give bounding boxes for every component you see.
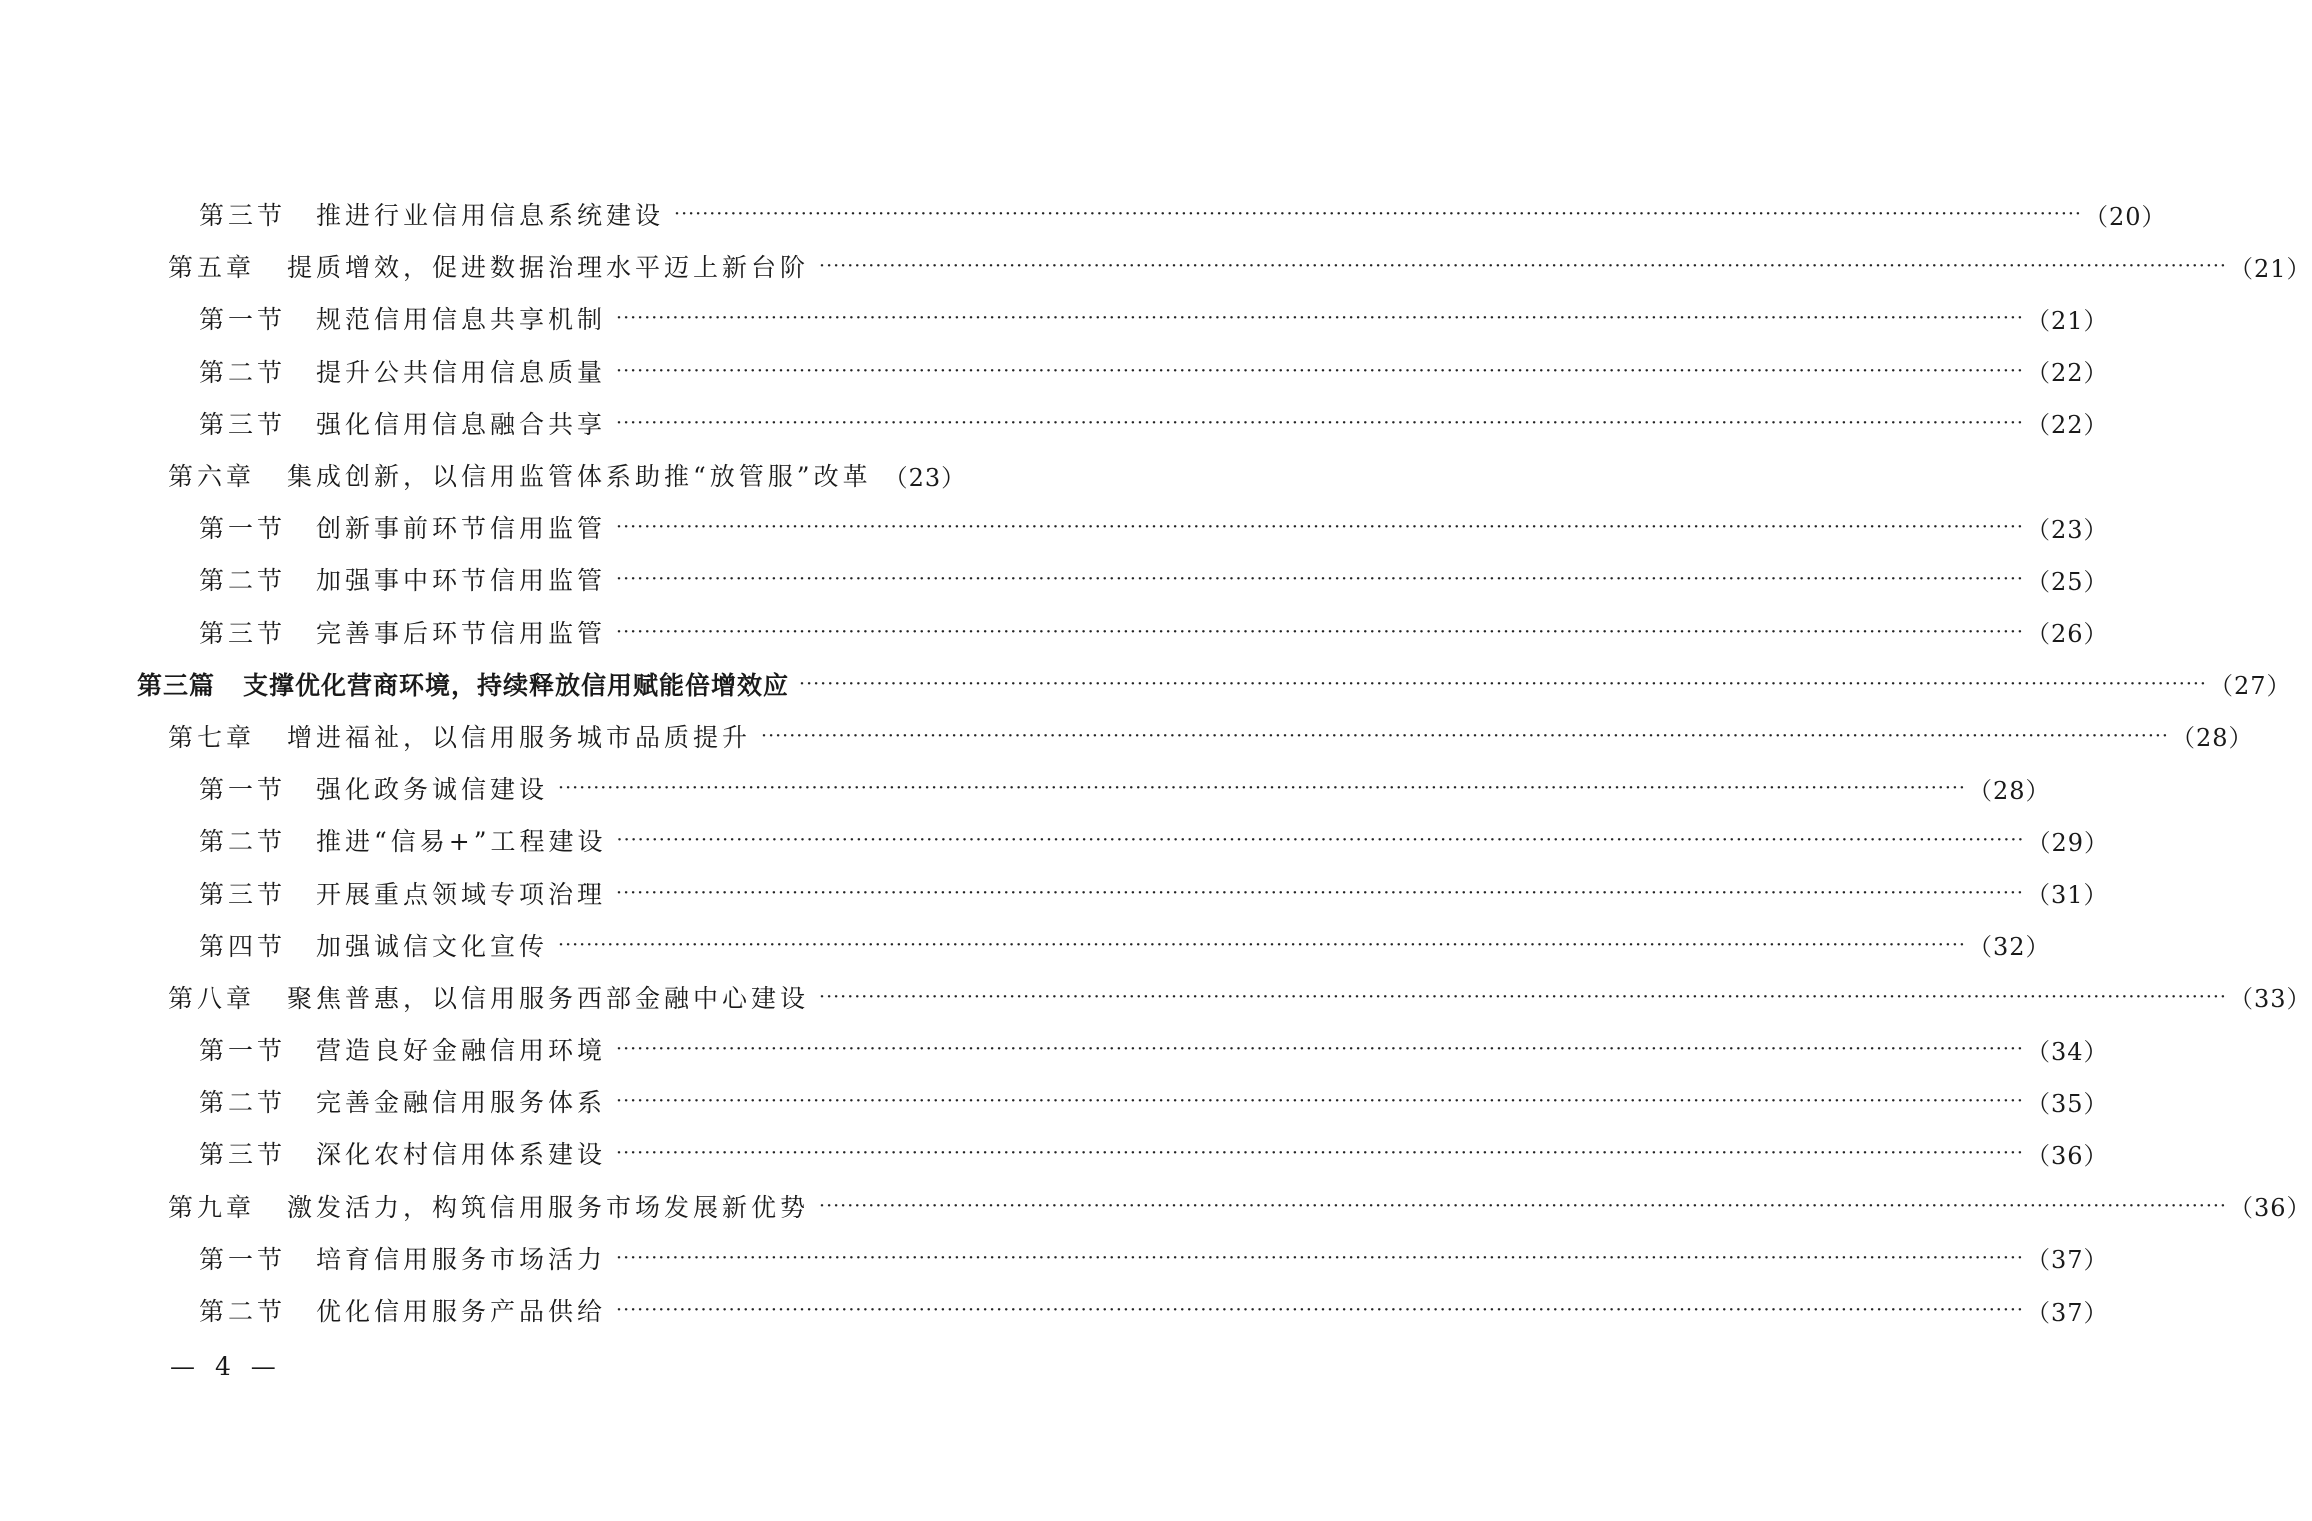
- toc-leader-dots: ········································································································································································································: [616, 568, 2024, 591]
- toc-entry-number: 第三节: [199, 201, 287, 231]
- toc-leader-dots: ········································································································································································································: [616, 411, 2024, 434]
- toc-entry-title: 培育信用服务市场活力: [316, 1244, 607, 1274]
- toc-entry-page: （34）: [2025, 1037, 2109, 1066]
- toc-leader-dots: ········································································································································································································: [558, 933, 1966, 956]
- toc-entry-number: 第一节: [199, 775, 287, 805]
- page-number: — 4 —: [170, 1352, 282, 1381]
- toc-leader-dots: ········································································································································································································: [558, 777, 1966, 800]
- toc-entry-number: 第二节: [199, 357, 287, 387]
- toc-entry-part: [0, 658, 2292, 710]
- toc-entry-title: 提升公共信用信息质量: [316, 357, 607, 387]
- toc-entry-title: 营造良好金融信用环境: [316, 1036, 607, 1066]
- toc-leader-dots: ········································································································································································································: [616, 1038, 2024, 1061]
- toc-entry-number: 第二节: [199, 1297, 287, 1327]
- toc-entry-number: 第四节: [199, 931, 287, 961]
- toc-entry-page: （32）: [1967, 933, 2051, 962]
- toc-leader-dots: ········································································································································································································: [819, 1194, 2227, 1217]
- toc-entry-chapter: [0, 710, 2254, 762]
- toc-entry-page: （29）: [2026, 828, 2109, 857]
- toc-entry-title: 加强诚信文化宣传: [316, 931, 549, 961]
- toc-entry-section: [0, 1232, 2109, 1284]
- toc-entry-title: 增进福祉，以信用服务城市品质提升: [287, 722, 752, 752]
- toc-entry-title: 激发活力，构筑信用服务市场发展新优势: [287, 1192, 810, 1222]
- toc-entry-section: [0, 397, 2109, 449]
- toc-entry-chapter: [0, 971, 2312, 1023]
- toc-entry-page: （36）: [2228, 1194, 2312, 1223]
- toc-leader-dots: ········································································································································································································: [616, 1299, 2024, 1322]
- toc-entry-page: （35）: [2025, 1089, 2109, 1118]
- toc-entry-page: （22）: [2025, 359, 2109, 388]
- toc-entry-page: （28）: [2170, 724, 2254, 753]
- toc-leader-dots: ········································································································································································································: [616, 1246, 2024, 1269]
- table-of-contents: [0, 188, 2312, 1336]
- toc-entry-section: [0, 814, 2109, 866]
- toc-entry-number: 第一节: [199, 305, 287, 335]
- toc-entry-number: 第三节: [199, 618, 287, 648]
- toc-leader-dots: ········································································································································································································: [616, 620, 2024, 643]
- toc-entry-title: 支撑优化营商环境，持续释放信用赋能倍增效应: [243, 670, 790, 700]
- toc-entry-page: （21）: [2228, 254, 2312, 283]
- toc-entry-number: 第八章: [168, 983, 256, 1013]
- toc-entry-page: （37）: [2025, 1246, 2109, 1275]
- toc-entry-number: 第三节: [199, 1140, 287, 1170]
- toc-entry-number: 第九章: [168, 1192, 256, 1222]
- toc-entry-title: 推进行业信用信息系统建设: [316, 201, 665, 231]
- toc-entry-section: [0, 188, 2167, 240]
- toc-entry-number: 第一节: [199, 1244, 287, 1274]
- toc-entry-section: [0, 292, 2109, 344]
- toc-entry-title: 推进“信易+”工程建设: [316, 827, 607, 857]
- toc-leader-dots: ········································································································································································································: [616, 1142, 2024, 1165]
- toc-entry-page: （22）: [2025, 411, 2109, 440]
- toc-entry-page: （21）: [2025, 306, 2109, 335]
- toc-entry-page: （20）: [2083, 202, 2167, 231]
- toc-entry-section: [0, 345, 2109, 397]
- toc-leader-dots: ········································································································································································································: [819, 985, 2227, 1008]
- toc-entry-section: [0, 553, 2109, 605]
- toc-entry-section: [0, 1284, 2109, 1336]
- toc-leader-dots: ········································································································································································································: [761, 724, 2169, 747]
- toc-entry-number: 第三篇: [137, 670, 216, 700]
- toc-leader-dots: ········································································································································································································: [616, 1090, 2024, 1113]
- toc-entry-section: [0, 606, 2109, 658]
- toc-entry-title: 深化农村信用体系建设: [316, 1140, 607, 1170]
- toc-entry-number: 第六章: [168, 462, 256, 492]
- toc-entry-title: 开展重点领域专项治理: [316, 879, 607, 909]
- toc-entry-number: 第七章: [168, 722, 256, 752]
- toc-entry-title: 规范信用信息共享机制: [316, 305, 607, 335]
- toc-entry-title: 强化政务诚信建设: [316, 775, 549, 805]
- toc-entry-section: [0, 1075, 2109, 1127]
- toc-entry-section: [0, 866, 2109, 918]
- toc-entry-number: 第三节: [199, 879, 287, 909]
- toc-entry-page: （37）: [2025, 1298, 2109, 1327]
- toc-leader-dots: ········································································································································································································: [799, 672, 2207, 695]
- toc-leader-dots: ········································································································································································································: [616, 359, 2024, 382]
- toc-entry-title: 完善金融信用服务体系: [316, 1088, 607, 1118]
- toc-entry-number: 第一节: [199, 1036, 287, 1066]
- toc-leader-dots: ········································································································································································································: [616, 881, 2024, 904]
- toc-entry-title: 提质增效，促进数据治理水平迈上新台阶: [287, 253, 810, 283]
- toc-entry-title: 强化信用信息融合共享: [316, 409, 607, 439]
- toc-entry-section: [0, 762, 2051, 814]
- toc-entry-chapter: [0, 240, 2312, 292]
- toc-leader-dots: ········································································································································································································: [616, 516, 2024, 539]
- toc-entry-number: 第五章: [168, 253, 256, 283]
- toc-leader-dots: ········································································································································································································: [616, 829, 2025, 852]
- toc-entry-page: （23）: [2025, 515, 2109, 544]
- toc-entry-section: [0, 919, 2051, 971]
- toc-entry-chapter: [0, 449, 967, 501]
- toc-entry-title: 完善事后环节信用监管: [316, 618, 607, 648]
- toc-entry-number: 第二节: [199, 1088, 287, 1118]
- toc-entry-section: [0, 1127, 2109, 1179]
- toc-entry-page: （23）: [883, 463, 967, 492]
- toc-entry-page: （28）: [1967, 776, 2051, 805]
- toc-entry-page: （25）: [2025, 567, 2109, 596]
- toc-entry-title: 创新事前环节信用监管: [316, 514, 607, 544]
- toc-entry-page: （31）: [2025, 881, 2109, 910]
- toc-entry-number: 第三节: [199, 409, 287, 439]
- toc-entry-title: 集成创新，以信用监管体系助推“放管服”改革: [287, 462, 872, 492]
- toc-entry-page: （26）: [2025, 620, 2109, 649]
- toc-leader-dots: ········································································································································································································: [674, 203, 2082, 226]
- toc-entry-chapter: [0, 1180, 2312, 1232]
- toc-leader-dots: ········································································································································································································: [819, 255, 2227, 278]
- toc-entry-page: （27）: [2208, 672, 2292, 701]
- toc-entry-number: 第二节: [199, 566, 287, 596]
- toc-entry-section: [0, 501, 2109, 553]
- toc-entry-page: （36）: [2025, 1141, 2109, 1170]
- toc-entry-title: 聚焦普惠，以信用服务西部金融中心建设: [287, 983, 810, 1013]
- toc-entry-title: 优化信用服务产品供给: [316, 1297, 607, 1327]
- toc-entry-page: （33）: [2228, 985, 2312, 1014]
- toc-entry-number: 第一节: [199, 514, 287, 544]
- toc-entry-title: 加强事中环节信用监管: [316, 566, 607, 596]
- toc-entry-section: [0, 1023, 2109, 1075]
- toc-entry-number: 第二节: [199, 827, 287, 857]
- toc-leader-dots: ········································································································································································································: [616, 307, 2024, 330]
